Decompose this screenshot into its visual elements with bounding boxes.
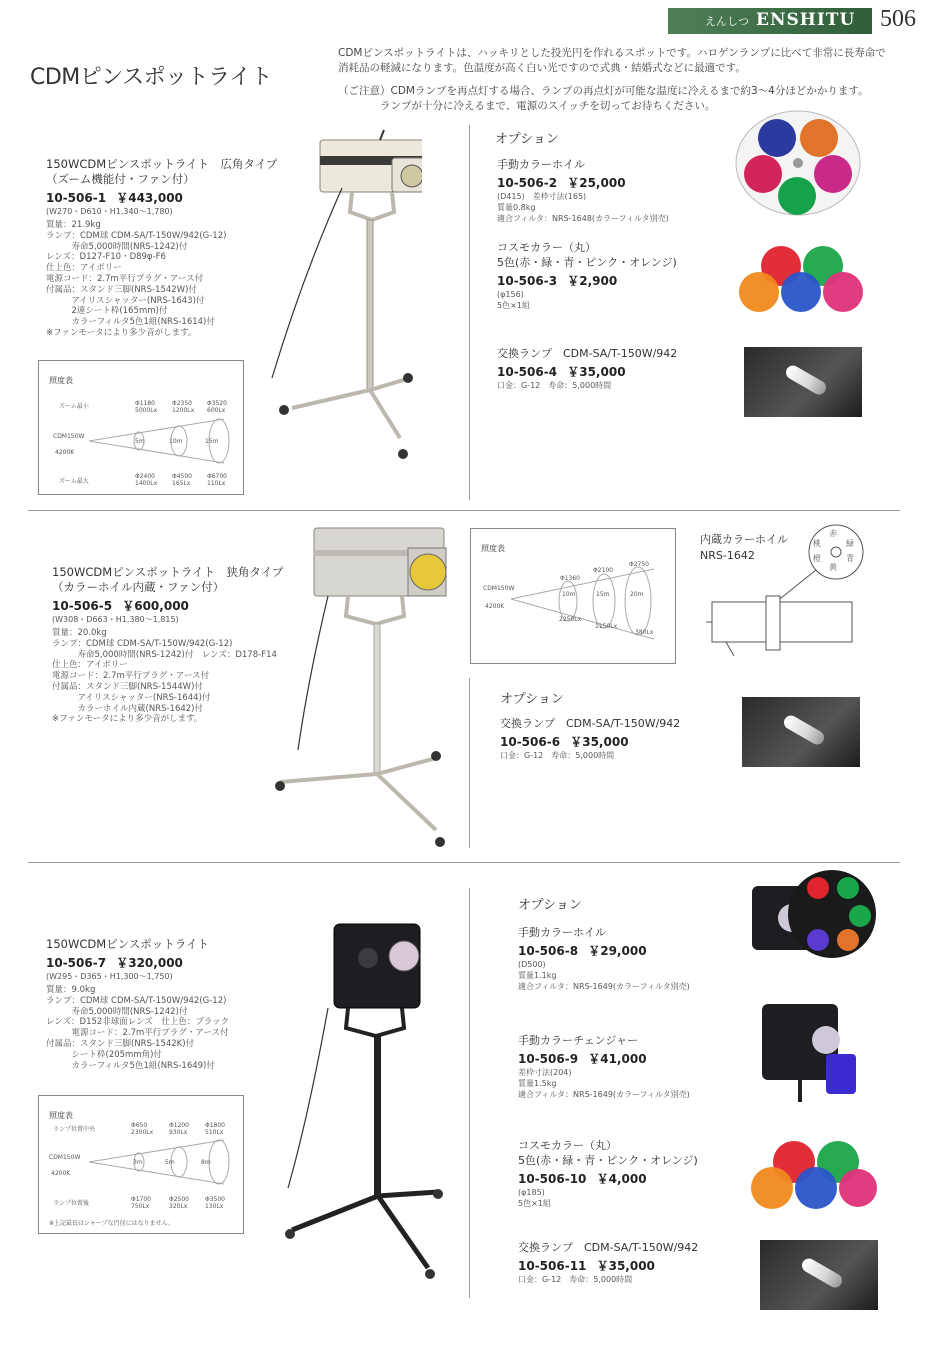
option-name: 手動カラーチェンジャー xyxy=(518,1034,639,1047)
product-subtitle: （カラーホイル内蔵・ファン付） xyxy=(52,580,225,594)
wheel-color-label: 黄 xyxy=(829,563,837,572)
diagram-title: 照度表 xyxy=(481,544,505,553)
diagram-lamp: CDM150W xyxy=(53,433,85,440)
diagram-lamp: CDM150W xyxy=(483,585,515,592)
diagram-value: Φ2350 1200Lx xyxy=(172,400,195,414)
option-price: ￥35,000 xyxy=(570,735,629,749)
option-note: 適合フィルタ：NRS-1649(カラーフィルタ別売) xyxy=(518,1090,690,1099)
page-title: CDMピンスポットライト xyxy=(30,65,272,90)
diagram-value: Φ650 2300Lx xyxy=(131,1122,154,1136)
column-divider xyxy=(469,125,470,500)
option-name: 交換ランプ CDM-SA/T-150W/942 xyxy=(518,1241,699,1254)
product-dimensions: (W295・D365・H1,300〜1,750) xyxy=(46,972,173,981)
product-specs: 質量：9.0kg ランプ：CDM球 CDM-SA/T-150W/942(G-12) 寿命5,000時間(NRS-1242)付 レンズ：D152非球面レンズ 仕上色：ブラック 電源コード：2.7m平行プラグ・アース付 付属品：スタンド三脚(NRS-1542K)付 シート枠(205mm角)付 カラーフィルタ5色1組(NRS-1649)付 xyxy=(46,985,230,1071)
diagram-distance: 15m xyxy=(205,438,219,445)
product-subtitle: （ズーム機能付・ファン付） xyxy=(46,172,195,186)
option-code: 10-506-4 xyxy=(497,365,558,379)
section-divider xyxy=(28,510,900,511)
column-divider xyxy=(469,678,470,848)
diagram-title: 照度表 xyxy=(49,376,73,385)
diagram-value: Φ6700 110Lx xyxy=(207,473,227,487)
option-note: 5色×1組 xyxy=(497,301,530,310)
illuminance-chart-3 xyxy=(38,1095,244,1234)
header-brand: ENSHITU xyxy=(756,10,856,30)
option-code: 10-506-3 xyxy=(497,274,558,288)
diagram-value: Φ1360 xyxy=(560,575,580,582)
diagram-title: 照度表 xyxy=(49,1111,73,1120)
product-code: 10-506-1 xyxy=(46,191,107,205)
option-note: 5色×1組 xyxy=(518,1199,551,1208)
diagram-footnote: ※上記最長はシャープな円径にはなりません。 xyxy=(49,1220,174,1227)
builtin-wheel-code: NRS-1642 xyxy=(700,549,755,562)
diagram-row-label: ズーム最大 xyxy=(59,478,89,485)
stand-pole xyxy=(367,220,373,390)
options-heading: オプション xyxy=(500,692,564,707)
product-2-photo xyxy=(268,520,458,855)
header-kana: えんしつ xyxy=(705,15,749,28)
option-code: 10-506-9 xyxy=(518,1052,579,1066)
wheel-color-label: 赤 xyxy=(829,529,837,538)
option-code: 10-506-6 xyxy=(500,735,561,749)
diagram-value: 380Lx xyxy=(635,629,654,636)
option-code: 10-506-2 xyxy=(497,176,558,190)
lens xyxy=(401,165,422,187)
illuminance-chart-1 xyxy=(38,360,244,495)
product-name: 150WCDMピンスポットライト 広角タイプ xyxy=(46,157,278,171)
option-note: 差枠寸法(204) xyxy=(518,1068,572,1077)
illuminance-chart-2 xyxy=(470,528,676,664)
diagram-value: Φ2100 xyxy=(593,567,613,574)
diagram-value: Φ2500 320Lx xyxy=(169,1196,189,1210)
diagram-kelvin: 4200K xyxy=(55,449,75,456)
option-code: 10-506-11 xyxy=(518,1259,587,1273)
option-note: 口金：G-12 寿命：5,000時間 xyxy=(518,1275,633,1284)
option-note: 適合フィルタ：NRS-1648(カラーフィルタ別売) xyxy=(497,214,669,223)
diagram-value: Φ2400 1400Lx xyxy=(135,473,158,487)
page-number: 506 xyxy=(880,6,916,32)
diagram-value: Φ4500 165Lx xyxy=(172,473,192,487)
option-note: 口金：G-12 寿命：5,000時間 xyxy=(497,381,612,390)
option-price: ￥35,000 xyxy=(596,1259,655,1273)
diagram-value: Φ1700 750Lx xyxy=(131,1196,151,1210)
product-specs: 質量：20.0kg ランプ：CDM球 CDM-SA/T-150W/942(G-12) 寿命5,000時間(NRS-1242)付 レンズ：D178-F14 仕上色：アイボリー 電源コード：2.7m平行プラグ・アース付 付属品：スタンド三脚(NRS-1544W)付 アイリスシャッター(NRS-1644)付 カラーホイル内蔵(NRS-1642)付 ※ファンモータにより多少音がします。 xyxy=(52,628,277,725)
product-price: ￥320,000 xyxy=(116,956,183,970)
diagram-value: Φ3520 600Lx xyxy=(207,400,227,414)
wheel-color-label: 桃 xyxy=(813,539,821,548)
option-name: 交換ランプ CDM-SA/T-150W/942 xyxy=(500,717,681,730)
option-name: 手動カラーホイル xyxy=(518,926,606,939)
option-note: 質量0.8kg xyxy=(497,203,536,212)
option-subname: 5色(赤・緑・青・ピンク・オレンジ) xyxy=(518,1154,698,1167)
lens xyxy=(389,941,419,971)
option-note: 質量1.1kg xyxy=(518,971,557,980)
product-name: 150WCDMピンスポットライト xyxy=(46,937,209,951)
option-item xyxy=(518,1138,748,1209)
diagram-kelvin: 4200K xyxy=(51,1170,71,1177)
diagram-distance: 3m xyxy=(133,1159,143,1166)
product-3-photo xyxy=(268,918,458,1288)
option-name: コスモカラー（丸） xyxy=(518,1139,617,1152)
option-name: 手動カラーホイル xyxy=(497,158,585,171)
product-price: ￥443,000 xyxy=(116,191,183,205)
diagram-distance: 5m xyxy=(165,1159,175,1166)
option-note: 質量1.5kg xyxy=(518,1079,557,1088)
product-1-photo xyxy=(262,128,422,468)
color-wheel-spot-photo xyxy=(748,866,876,962)
options-heading: オプション xyxy=(518,898,582,913)
option-note: (D500) xyxy=(518,960,546,969)
intro-line-4: ランプが十分に冷えるまで、電源のスイッチを切ってお待ちください。 xyxy=(380,100,716,112)
option-note: (φ185) xyxy=(518,1188,545,1197)
diagram-distance: 8m xyxy=(201,1159,211,1166)
product-code: 10-506-7 xyxy=(46,956,107,970)
builtin-wheel-drawing xyxy=(706,522,866,672)
option-note: (φ156) xyxy=(497,290,524,299)
diagram-value: Φ1200 930Lx xyxy=(169,1122,189,1136)
product-price: ￥600,000 xyxy=(122,599,189,613)
product-dimensions: (W270・D610・H1,340〜1,780) xyxy=(46,207,173,216)
intro-line-3: （ご注意）CDMランプを再点灯する場合、ランプの再点灯が可能な温度に冷えるまで約3〜4分ほどかかります。 xyxy=(338,85,869,97)
cosmo-color-photo xyxy=(735,244,865,314)
option-price: ￥35,000 xyxy=(567,365,626,379)
diagram-distance: 15m xyxy=(596,591,610,598)
wheel-color-label: 青 xyxy=(846,554,854,563)
diagram-distance: 10m xyxy=(169,438,183,445)
lens xyxy=(410,554,446,590)
diagram-value: 2250Lx xyxy=(559,616,582,623)
option-item xyxy=(500,716,730,761)
stand-pole xyxy=(374,624,380,774)
option-item xyxy=(518,925,748,992)
product-code: 10-506-5 xyxy=(52,599,113,613)
option-item xyxy=(518,1240,748,1285)
option-item xyxy=(497,346,727,391)
option-price: ￥4,000 xyxy=(596,1172,647,1186)
option-subname: 5色(赤・緑・青・ピンク・オレンジ) xyxy=(497,256,677,269)
diagram-row-label: ランプ位置中央 xyxy=(53,1126,96,1133)
diagram-value: Φ3500 130Lx xyxy=(205,1196,225,1210)
lamp-photo xyxy=(760,1240,878,1310)
option-name: コスモカラー（丸） xyxy=(497,241,596,254)
option-item xyxy=(497,157,727,224)
column-divider xyxy=(469,888,470,1298)
product-3 xyxy=(46,937,306,1071)
section-divider xyxy=(28,862,900,863)
diagram-value: Φ1180 5000Lx xyxy=(135,400,158,414)
option-name: 交換ランプ CDM-SA/T-150W/942 xyxy=(497,347,678,360)
option-note: 口金：G-12 寿命：5,000時間 xyxy=(500,751,615,760)
option-price: ￥41,000 xyxy=(588,1052,647,1066)
diagram-value: Φ2750 xyxy=(629,561,649,568)
option-item xyxy=(497,240,727,311)
diagram-distance: 20m xyxy=(630,591,644,598)
diagram-distance: 5m xyxy=(135,438,145,445)
diagram-kelvin: 4200K xyxy=(485,603,505,610)
intro-line-2: 消耗品の軽減になります。色温度が高く白い光ですので式典・結婚式などに最適です。 xyxy=(338,62,746,74)
diagram-distance: 10m xyxy=(562,591,576,598)
beam-cone xyxy=(84,1134,234,1190)
option-price: ￥2,900 xyxy=(567,274,618,288)
color-wheel-photo xyxy=(733,108,863,218)
lamp-photo xyxy=(744,347,862,417)
option-price: ￥25,000 xyxy=(567,176,626,190)
intro-line-1: CDMピンスポットライトは、ハッキリとした投光円を作れるスポットです。ハロゲンランプに比べて非常に長寿命で xyxy=(338,47,886,59)
option-code: 10-506-10 xyxy=(518,1172,587,1186)
product-dimensions: (W308・D663・H1,380〜1,815) xyxy=(52,615,179,624)
builtin-wheel-title: 内蔵カラーホイル xyxy=(700,533,788,546)
option-price: ￥29,000 xyxy=(588,944,647,958)
options-heading: オプション xyxy=(495,132,559,147)
diagram-row-label: ズーム最小 xyxy=(59,403,89,410)
product-specs: 質量：21.9kg ランプ：CDM球 CDM-SA/T-150W/942(G-12) 寿命5,000時間(NRS-1242)付 レンズ：D127-F10・D89φ-F6 仕上色：アイボリー 電源コード：2.7m平行プラグ・アース付 付属品：スタンド三脚(NRS-1542W)付 アイリスシャッター(NRS-1643)付 2連シート枠(165mm)付 カラーフィルタ5色1組(NRS-1614)付 ※ファンモータにより多少音がします。 xyxy=(46,220,227,338)
option-code: 10-506-8 xyxy=(518,944,579,958)
option-note: (D415) 差枠寸法(165) xyxy=(497,192,587,201)
wheel-color-label: 緑 xyxy=(846,539,854,548)
lamp-photo xyxy=(742,697,860,767)
color-changer-photo xyxy=(756,998,866,1106)
diagram-lamp: CDM150W xyxy=(49,1154,81,1161)
diagram-row-label: ランプ位置後 xyxy=(53,1200,90,1207)
option-note: 適合フィルタ：NRS-1649(カラーフィルタ別売) xyxy=(518,982,690,991)
diagram-value: 1150Lx xyxy=(595,623,618,630)
stand-pole xyxy=(374,1036,381,1196)
diagram-value: Φ1800 510Lx xyxy=(205,1122,225,1136)
wheel-color-label: 橙 xyxy=(813,554,821,563)
product-name: 150WCDMピンスポットライト 狭角タイプ xyxy=(52,565,284,579)
cosmo-color-photo xyxy=(748,1138,878,1212)
option-item xyxy=(518,1033,748,1100)
